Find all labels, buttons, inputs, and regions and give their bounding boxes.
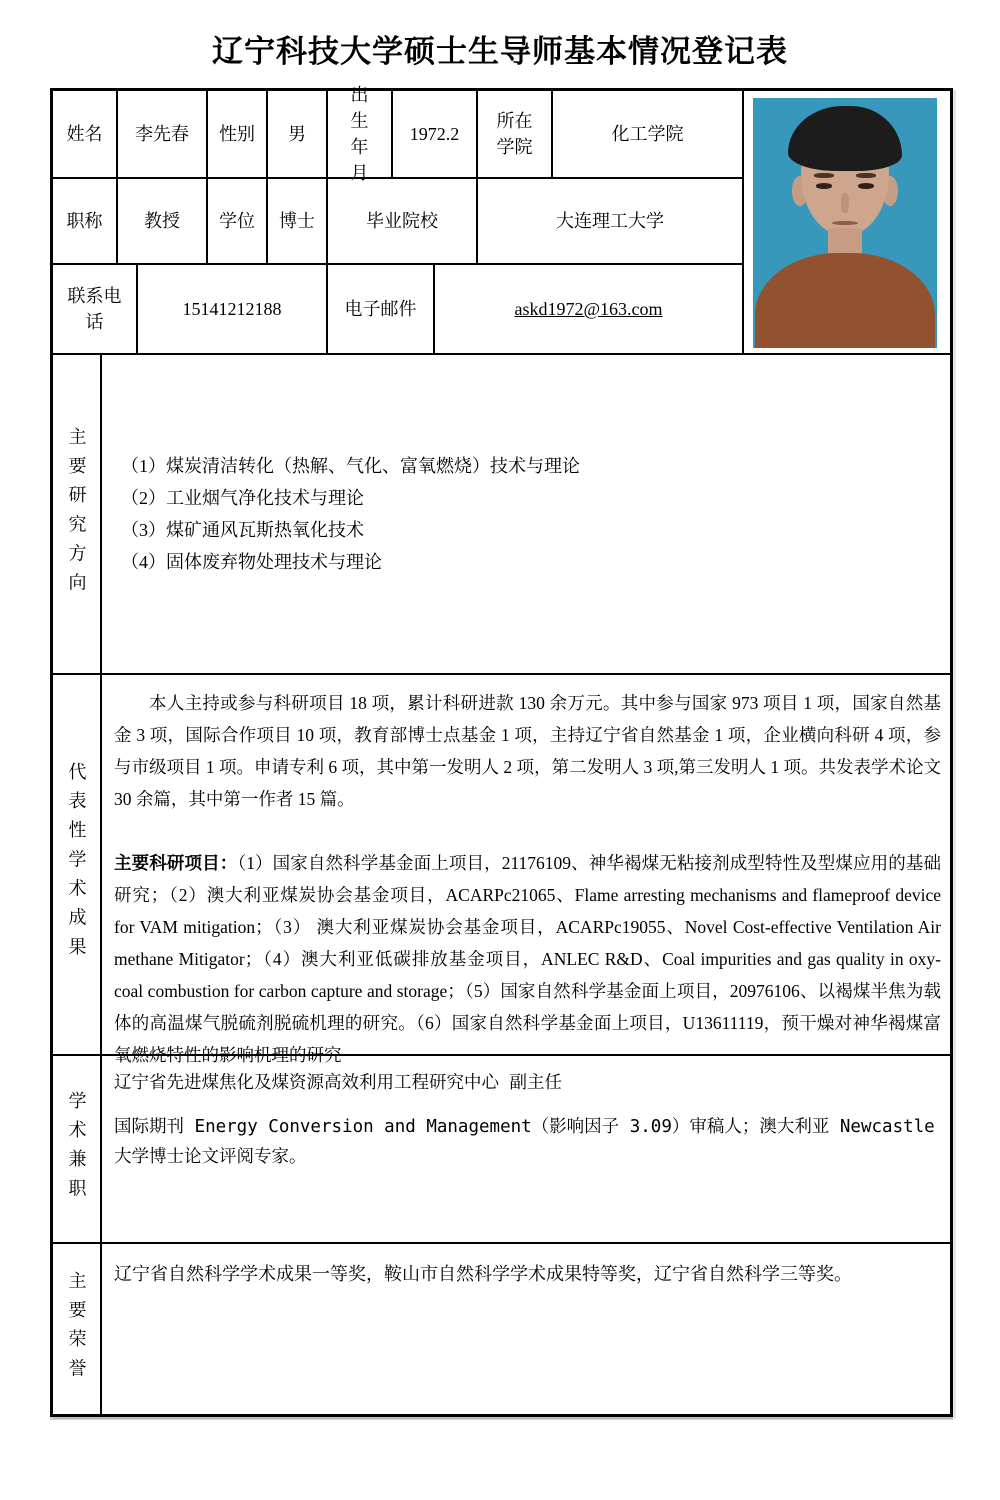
prof-title-value: 教授 xyxy=(118,179,208,263)
birth-value: 1972.2 xyxy=(393,91,478,177)
photo-shirt xyxy=(755,253,935,348)
section-academic-positions xyxy=(53,1056,950,1244)
id-photo xyxy=(753,98,937,348)
honors-label: 主要荣誉 xyxy=(53,1244,102,1414)
table-row-identity xyxy=(53,85,742,183)
name-label: 姓名 xyxy=(53,91,118,177)
photo-eye-right xyxy=(858,183,875,189)
email-cell xyxy=(435,265,742,353)
college-value: 化工学院 xyxy=(611,124,684,144)
phone-value: 15141212188 xyxy=(138,265,328,353)
table-row-title-degree xyxy=(53,179,742,265)
research-direction-item: （1）煤炭清洁转化（热解、气化、富氧燃烧）技术与理论 xyxy=(121,456,580,476)
research-directions-label: 主要研究方向 xyxy=(53,355,102,673)
id-photo-cell xyxy=(742,91,950,353)
gender-label: 性别 xyxy=(208,91,268,177)
gender-value: 男 xyxy=(268,91,328,177)
academic-position-line: 辽宁省先进煤焦化及煤资源高效利用工程研究中心 副主任 xyxy=(114,1073,563,1093)
grad-school-label: 毕业院校 xyxy=(328,179,478,263)
achievements-label: 代表性学术成果 xyxy=(53,675,102,1054)
photo-mouth xyxy=(832,221,858,226)
page-title: 辽宁科技大学硕士生导师基本情况登记表 xyxy=(212,34,788,69)
projects-body: （1）国家自然科学基金面上项目，21176109、神华褐煤无粘接剂成型特性及型煤应用的基础研究；（2）澳大利亚煤炭协会基金项目，ACARPc21065、Flame arresting mechanisms and flameproof device for VAM mitigation；（3） 澳大利亚煤炭协会基金项目，ACARPc19055、Novel Cost-effective Ventilation Air methane Mitigator；（4）澳大利亚低碳排放基金项目，ANLEC R&D、Coal impurities and gas quality in oxy-coal combustion for carbon capture and storage；（5）国家自然科学基金面上项目，20976106、以褐煤半焦为载体的高温煤气脱硫剂脱硫机理的研究。（6）国家自然科学基金面上项目，U13611119，预干燥对神华褐煤富氧燃烧特性的影响机理的研究 xyxy=(114,853,941,1065)
birth-label: 出生年月 xyxy=(328,91,393,177)
degree-label: 学位 xyxy=(208,179,268,263)
academic-position-line: 国际期刊 Energy Conversion and Management（影响因子 3.09）审稿人；澳大利亚 Newcastle 大学博士论文评阅专家。 xyxy=(114,1117,935,1167)
achievements-projects xyxy=(114,847,941,1071)
section-achievements xyxy=(53,675,950,1065)
grad-school-value: 大连理工大学 xyxy=(556,211,664,231)
section-research-directions xyxy=(53,355,950,675)
academic-positions-content xyxy=(102,1056,950,1242)
email-label: 电子邮件 xyxy=(328,265,435,353)
achievements-content xyxy=(102,675,950,1065)
photo-eye-left xyxy=(816,183,833,189)
phone-label: 联系电话 xyxy=(53,265,138,353)
name-value: 李先春 xyxy=(118,91,208,177)
projects-heading: 主要科研项目： xyxy=(114,853,238,873)
achievements-summary: 本人主持或参与科研项目 18 项，累计科研进款 130 余万元。其中参与国家 973 项目 1 项，国家自然基金 3 项，国际合作项目 10 项，教育部博士点基金 1 项，主持辽宁省自然基金 1 项，企业横向科研 4 项，参与市级项目 1 项。申请专利 6 项，其中第一发明人 2 项，第二发明人 3 项,第三发明人 1 项。共发表学术论文 30 余篇，其中第一作者 15 篇。 xyxy=(114,693,941,809)
honors-text: 辽宁省自然科学学术成果一等奖，鞍山市自然科学学术成果特等奖，辽宁省自然科学三等奖。 xyxy=(114,1264,852,1284)
academic-positions-label: 学术兼职 xyxy=(53,1056,102,1242)
college-label: 所在学院 xyxy=(478,91,553,177)
research-directions-content xyxy=(102,355,950,673)
basic-info-rows xyxy=(53,85,742,353)
research-direction-item: （4）固体废弃物处理技术与理论 xyxy=(121,552,382,572)
honors-content xyxy=(102,1244,950,1414)
research-direction-item: （2）工业烟气净化技术与理论 xyxy=(121,488,364,508)
section-honors xyxy=(53,1244,950,1414)
degree-value: 博士 xyxy=(268,179,328,263)
table-row-contact xyxy=(53,265,742,353)
email-link[interactable]: askd1972@163.com xyxy=(514,299,663,319)
prof-title-label: 职称 xyxy=(53,179,118,263)
research-direction-item: （3）煤矿通风瓦斯热氧化技术 xyxy=(121,520,364,540)
photo-brow-left xyxy=(814,173,834,178)
photo-brow-right xyxy=(856,173,876,178)
basic-info-block xyxy=(53,85,950,355)
photo-hair xyxy=(788,106,902,171)
registration-table xyxy=(50,85,953,1417)
photo-nose xyxy=(841,193,848,213)
